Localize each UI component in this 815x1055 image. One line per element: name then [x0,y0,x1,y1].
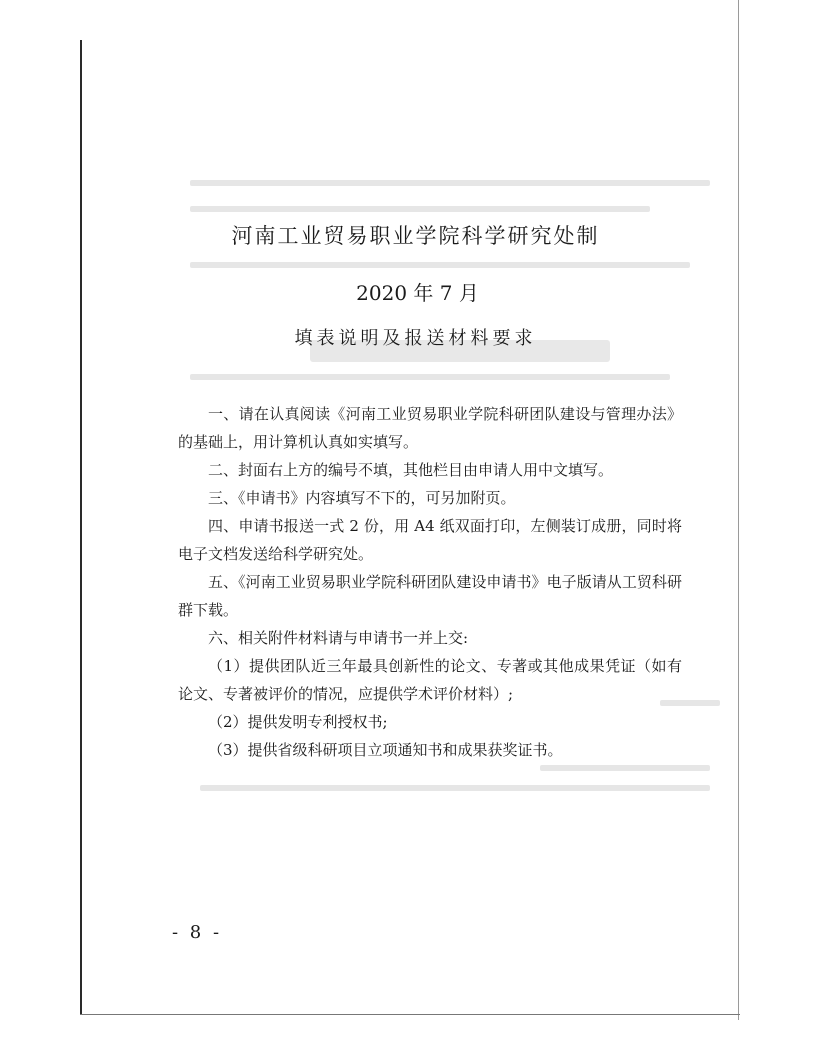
page-left-edge [80,40,82,1015]
instruction-paragraph: 六、相关附件材料请与申请书一并上交: [208,629,469,647]
page-number: - 8 - [172,922,223,943]
attachment-item: （3）提供省级科研项目立项通知书和成果获奖证书。 [208,741,563,759]
show-through-line [190,374,670,380]
show-through-line [540,765,710,771]
show-through-line [190,262,690,268]
instruction-paragraph: 三、《申请书》内容填写不下的，可另加附页。 [208,489,516,507]
instruction-paragraph: 一、请在认真阅读《河南工业贸易职业学院科研团队建设与管理办法》的基础上，用计算机认真如实填写。 [178,405,682,451]
attachment-item: （2）提供发明专利授权书; [208,713,388,731]
show-through-line [200,785,710,791]
instruction-paragraph: 四、申请书报送一式 2 份，用 A4 纸双面打印，左侧装订成册，同时将电子文档发送给科学研究处。 [178,517,682,563]
issue-date: 2020 年 7 月 [356,281,479,305]
issuing-organization: 河南工业贸易职业学院科学研究处制 [231,224,600,248]
instructions-body [178,400,682,764]
instruction-paragraph: 五、《河南工业贸易职业学院科研团队建设申请书》电子版请从工贸科研群下载。 [178,573,682,619]
page-right-edge [738,0,739,1020]
instruction-paragraph: 二、封面右上方的编号不填，其他栏目由申请人用中文填写。 [208,461,614,479]
show-through-line [190,206,650,212]
page-bottom-edge [80,1014,740,1015]
attachment-item: （1）提供团队近三年最具创新性的论文、专著或其他成果凭证（如有论文、专著被评价的情况，应提供学术评价材料）; [178,657,682,703]
show-through-line [190,180,710,186]
section-title: 填表说明及报送材料要求 [294,328,537,349]
